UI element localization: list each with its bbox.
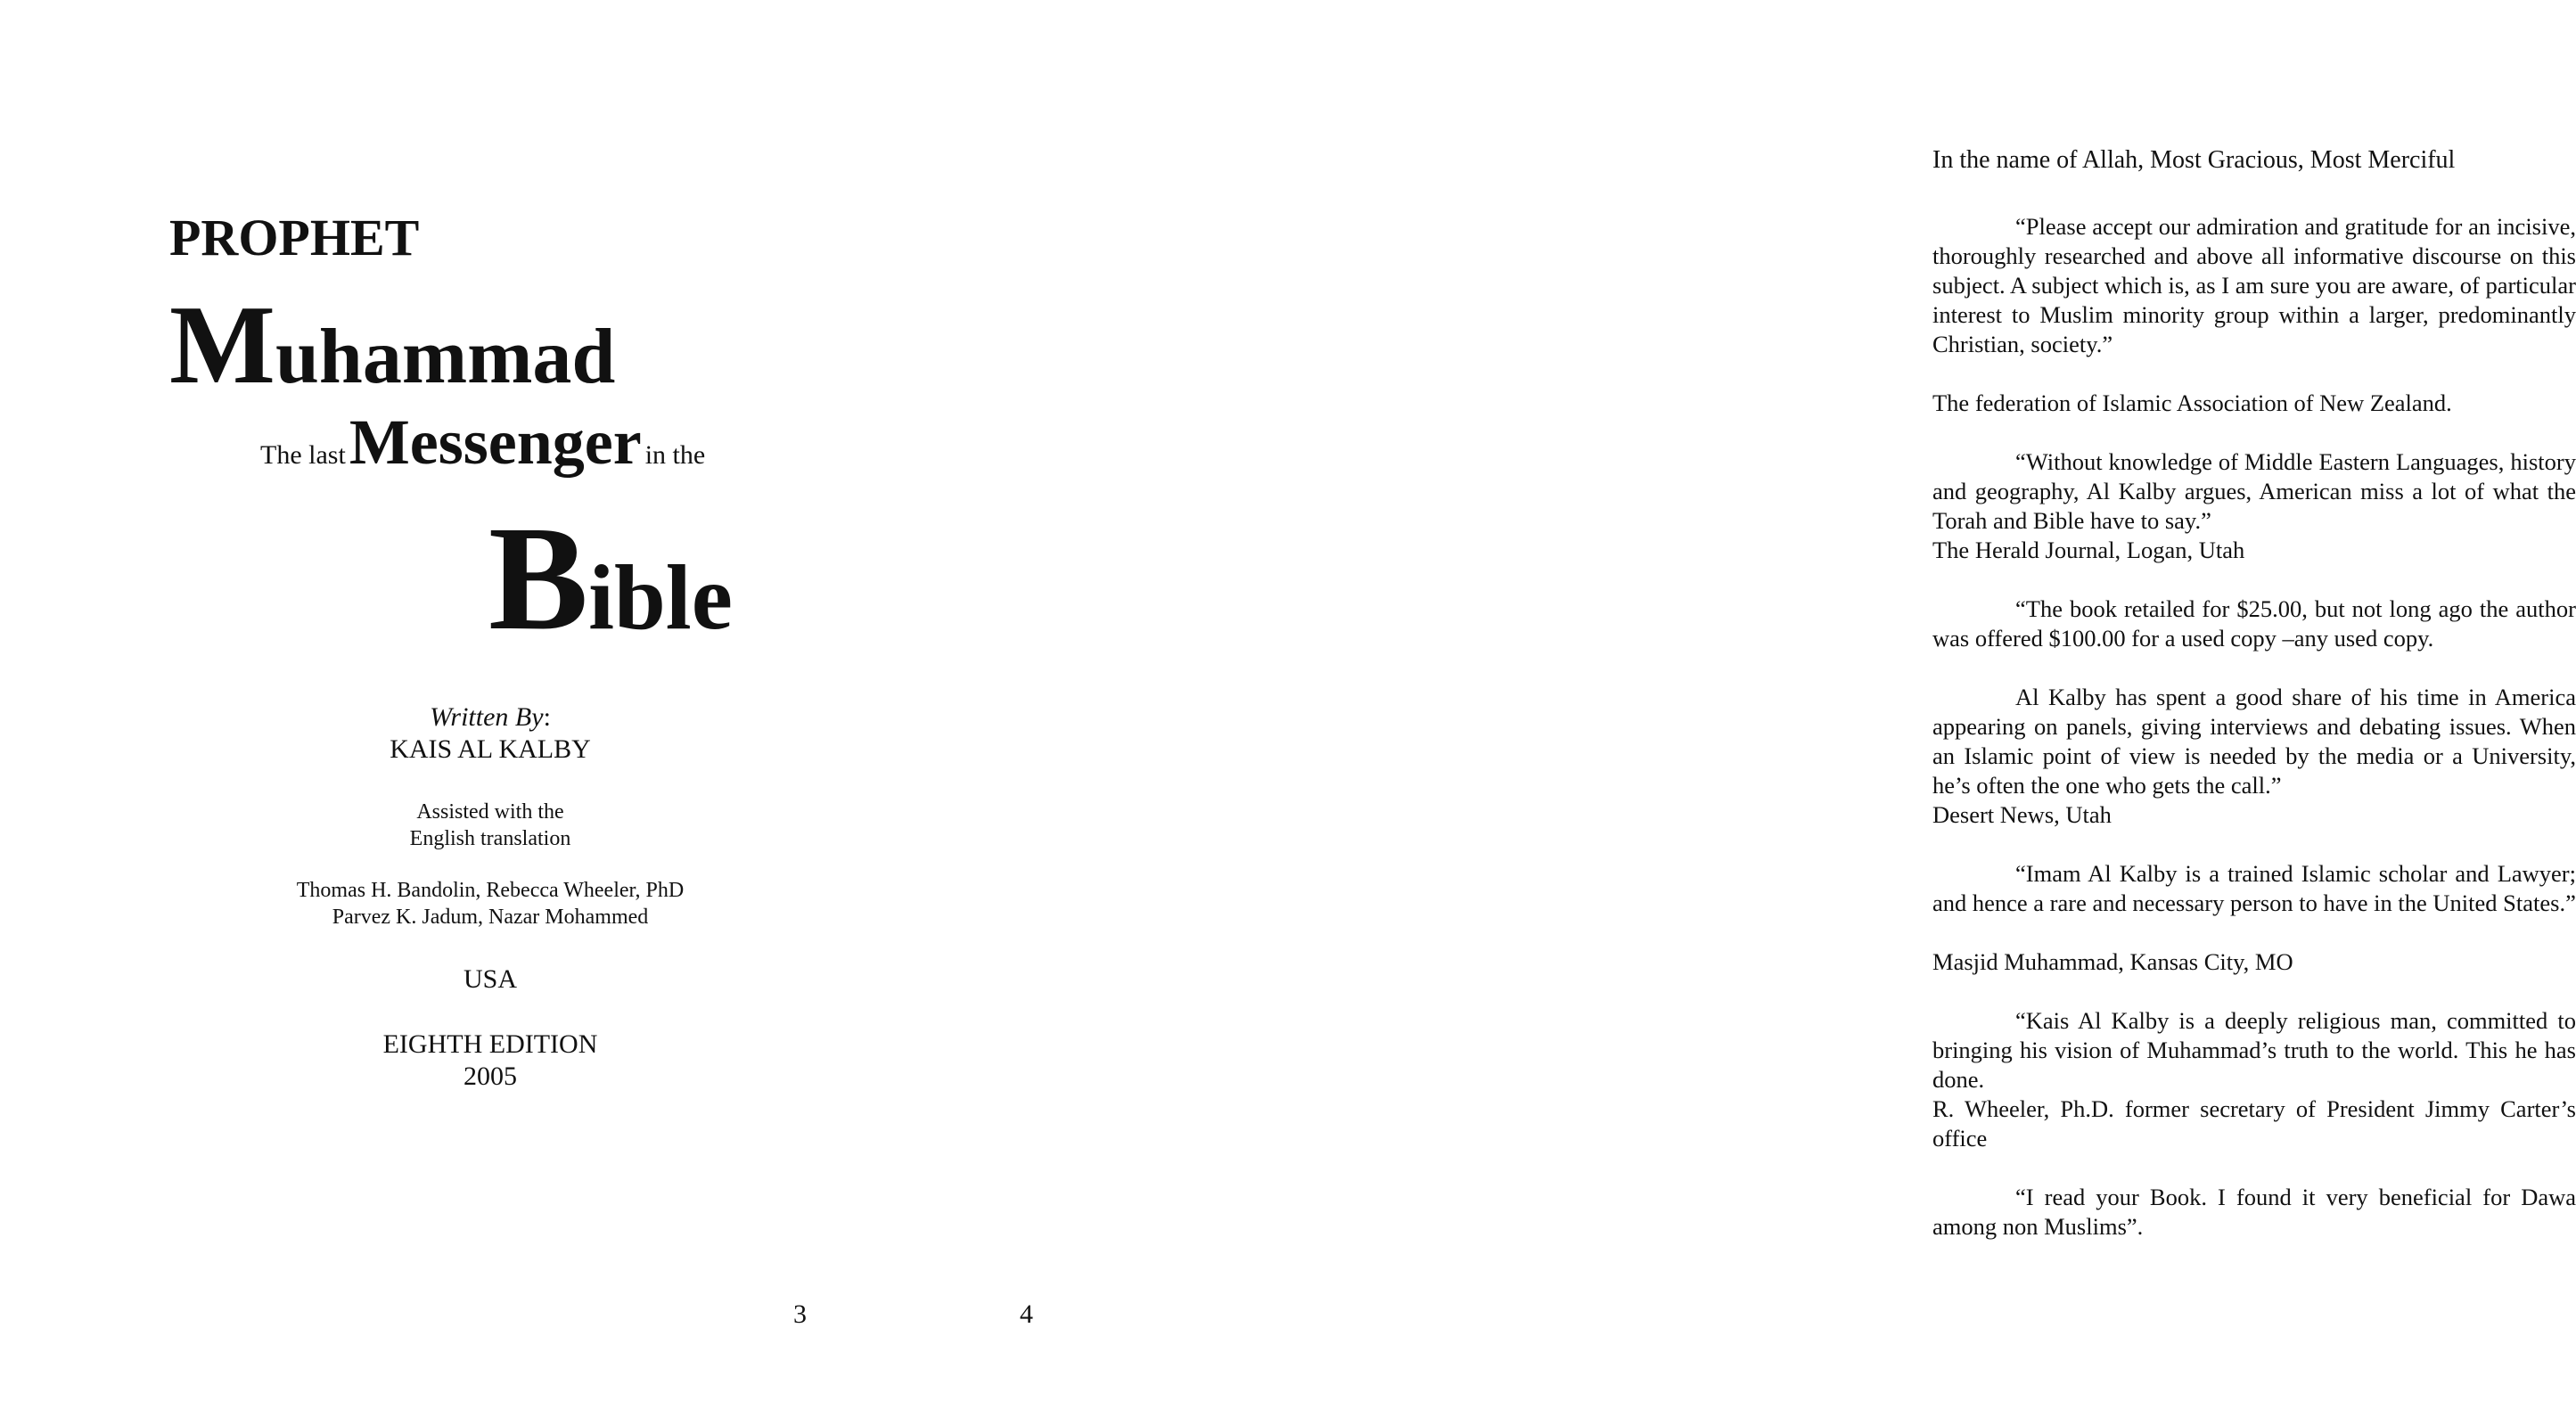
quote-1: “Please accept our admiration and gratitude for an incisive, thoroughly researched and above all informative discourse on this subject. A subject which is, as I am sure you are aware, of particular interest to Muslim minority group within a larger, predominantly Christian, society.” [1932,213,2576,357]
endorsements-column [1932,212,2576,1242]
written-by-colon: : [543,702,551,732]
quote-5: “Imam Al Kalby is a trained Islamic scholar and Lawyer; and hence a rare and necessary person to have in the United States.” [1932,860,2576,916]
title-page [0,0,913,1410]
source-4: Desert News, Utah [1932,801,2112,828]
translators-line-1: Thomas H. Bandolin, Rebecca Wheeler, PhD [296,879,685,902]
written-by-label [223,702,758,734]
page-number-left: 3 [793,1299,807,1329]
assisted-note [223,799,758,852]
title-messenger: Messenger [349,406,642,478]
quote-2: “Without knowledge of Middle Eastern Languages, history and geography, Al Kalby argues, American miss a lot of what the Torah and Bible have to say.” [1932,448,2576,534]
author-name: KAIS AL KALBY [390,734,591,764]
quote-4: Al Kalby has spent a good share of his time in America appearing on panels, giving interviews and debating issues. When an Islamic point of view is needed by the media or a University, he’s often the one who gets the call.” [1932,684,2576,799]
title-bible-initial: B [488,496,589,661]
quote-6: “Kais Al Kalby is a deeply religious man, committed to bringing his vision of Muhammad’s truth to the world. This he has done. [1932,1007,2576,1093]
country: USA [463,964,517,994]
title-in-the: in the [644,440,706,470]
endorsements-page [913,0,2576,1410]
title-muhammad-rest: uhammad [275,314,616,400]
title-the-last: The last [260,440,346,470]
edition: EIGHTH EDITION [382,1029,598,1059]
quote-7: “I read your Book. I found it very beneficial for Dawa among non Muslims”. [1932,1184,2576,1240]
title-bible-rest: ible [588,546,733,649]
edition-year: 2005 [464,1062,517,1091]
title-muhammad-initial: M [169,283,275,407]
translators [223,877,758,930]
assisted-line-2: English translation [409,827,571,850]
quote-3: “The book retailed for $25.00, but not long ago the author was offered $100.00 for a used copy –any used copy. [1932,595,2576,652]
written-by-text: Written By [430,702,544,732]
assisted-line-1: Assisted with the [416,800,564,824]
page-number-right: 4 [1020,1299,1033,1329]
title-messenger-line [260,406,706,478]
source-1: The federation of Islamic Association of New Zealand. [1932,389,2452,416]
title-muhammad [169,283,616,407]
title-bible [488,496,733,661]
basmala: In the name of Allah, Most Gracious, Most Merciful [1932,146,2456,174]
source-2: The Herald Journal, Logan, Utah [1932,537,2245,563]
translators-line-2: Parvez K. Jadum, Nazar Mohammed [332,906,649,929]
edition-block [223,1029,758,1093]
source-6: R. Wheeler, Ph.D. former secretary of President Jimmy Carter’s office [1932,1095,2576,1152]
source-5: Masjid Muhammad, Kansas City, MO [1932,948,2293,975]
title-prophet: PROPHET [169,209,420,266]
